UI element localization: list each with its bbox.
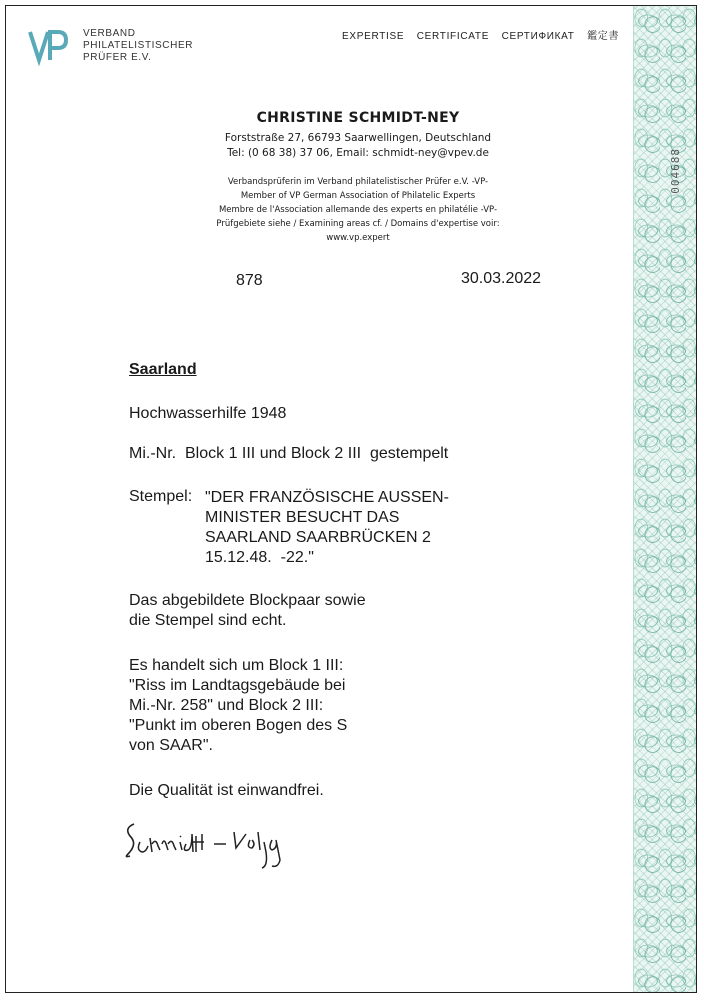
org-name-line-1: VERBAND — [83, 28, 136, 39]
vp-logo — [28, 28, 68, 66]
membership-website: www.vp.expert — [326, 233, 390, 243]
expert-signature — [122, 814, 322, 874]
expert-address-block — [196, 131, 520, 161]
expert-contact: Tel: (0 68 38) 37 06, Email: schmidt-ney@vpev.de — [227, 147, 489, 159]
org-name-line-3: PRÜFER E.V. — [83, 52, 152, 63]
title-expertise: EXPERTISE — [342, 31, 405, 42]
title-certificate-russian: СЕРТИФИКАТ — [501, 31, 575, 42]
membership-line: Prüfgebiete siehe / Examining areas cf. / Domains d'expertise voir: — [216, 219, 500, 229]
membership-statement — [166, 175, 550, 245]
postmark-text: "DER FRANZÖSISCHE AUSSEN- MINISTER BESUCHT DAS SAARLAND SAARBRÜCKEN 2 15.12.48. -22." — [205, 489, 449, 566]
issue-title: Hochwasserhilfe 1948 — [129, 405, 287, 422]
quality-statement: Die Qualität ist einwandfrei. — [129, 782, 324, 799]
expert-name: CHRISTINE SCHMIDT-NEY — [256, 110, 460, 126]
org-name-line-2: PHILATELISTISCHER — [83, 40, 194, 51]
region-heading: Saarland — [129, 361, 197, 378]
security-guilloche-border — [633, 6, 696, 992]
certificate-titles — [342, 27, 628, 42]
certificate-date: 30.03.2022 — [461, 270, 542, 287]
genuine-statement: Das abgebildete Blockpaar sowie die Stempel sind echt. — [129, 592, 366, 629]
title-certificate: CERTIFICATE — [416, 31, 490, 42]
membership-line: Membre de l'Association allemande des experts en philatélie -VP- — [218, 205, 498, 215]
certificate-sheet — [5, 5, 697, 993]
catalog-number: Mi.-Nr. Block 1 III und Block 2 III gestempelt — [129, 445, 449, 462]
org-name — [83, 28, 193, 64]
membership-line: Verbandsprüferin im Verband philatelistischer Prüfer e.V. -VP- — [227, 177, 489, 187]
certificate-serial: 004688 — [669, 148, 682, 194]
title-certificate-japanese: 鑑定書 — [587, 31, 620, 42]
certificate-number: 878 — [236, 272, 263, 289]
detail-statement: Es handelt sich um Block 1 III: "Riss im Landtagsgebäude bei Mi.-Nr. 258" und Block 2 III: "Punkt im oberen Bogen des S von SAAR". — [129, 657, 348, 754]
expert-address: Forststraße 27, 66793 Saarwellingen, Deutschland — [224, 132, 492, 144]
postmark-label: Stempel: — [129, 488, 193, 505]
membership-line: Member of VP German Association of Philatelic Experts — [240, 191, 476, 201]
